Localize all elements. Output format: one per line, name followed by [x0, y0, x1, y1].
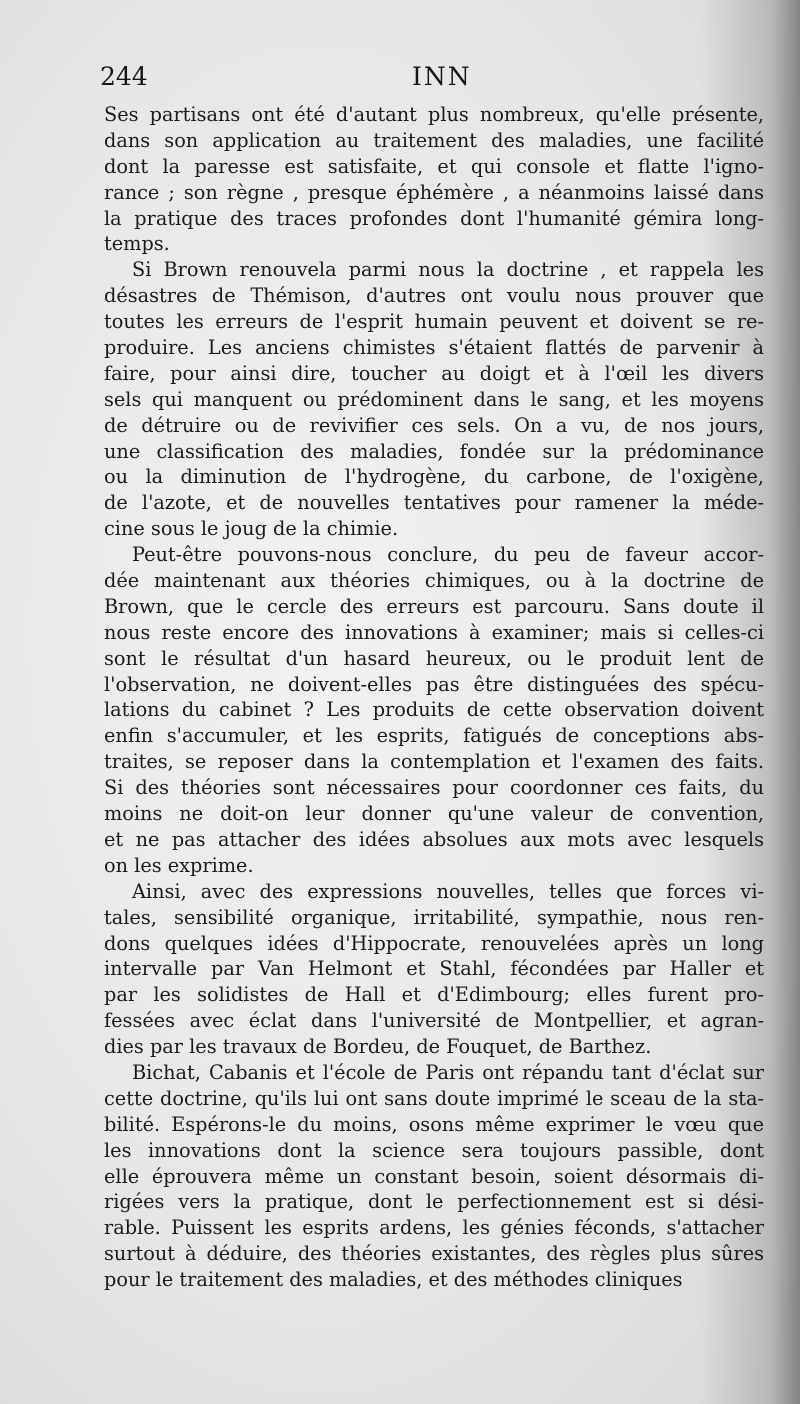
text-line: sont le résultat d'un hasard heureux, ou le produit lent de: [104, 646, 764, 670]
text-line: elle éprouvera même un constant besoin, soient désormais di-: [104, 1164, 764, 1188]
text-line: produire. Les anciens chimistes s'étaient flattés de parvenir à: [104, 336, 764, 360]
text-line: dont la paresse est satisfaite, et qui console et flatte l'igno-: [104, 154, 764, 178]
text-line: dée maintenant aux théories chimiques, ou à la doctrine de: [104, 569, 764, 593]
text-line: dons quelques idées d'Hippocrate, renouvelées après un long: [104, 931, 764, 955]
page-number: 244: [100, 62, 148, 91]
text-line: de l'azote, et de nouvelles tentatives pour ramener la méde-: [104, 491, 764, 515]
text-line: tales, sensibilité organique, irritabilité, sympathie, nous ren-: [104, 905, 764, 929]
text-line: on les exprime.: [104, 853, 254, 877]
text-line: intervalle par Van Helmont et Stahl, fécondées par Haller et: [104, 957, 764, 981]
text-line: Peut-être pouvons-nous conclure, du peu de faveur accor-: [132, 543, 764, 567]
text-line: traites, se reposer dans la contemplation et l'examen des faits.: [104, 750, 764, 774]
paragraph: [104, 542, 764, 879]
text-line: Ainsi, avec des expressions nouvelles, telles que forces vi-: [132, 879, 764, 903]
text-line: nous reste encore des innovations à examiner; mais si celles-ci: [104, 620, 764, 644]
text-line: cette doctrine, qu'ils lui ont sans doute imprimé le sceau de la sta-: [104, 1086, 764, 1110]
text-line: moins ne doit-on leur donner qu'une valeur de convention,: [104, 802, 764, 826]
text-line: cine sous le joug de la chimie.: [104, 517, 399, 541]
text-line: les innovations dont la science sera toujours passible, dont: [104, 1138, 764, 1162]
text-line: dans son application au traitement des maladies, une facilité: [104, 128, 764, 152]
text-line: l'observation, ne doivent-elles pas être distinguées des spécu-: [104, 672, 764, 696]
text-line: fessées avec éclat dans l'université de Montpellier, et agran-: [104, 1009, 764, 1033]
text-line: par les solidistes de Hall et d'Edimbourg; elles furent pro-: [104, 983, 764, 1007]
text-line: bilité. Espérons-le du moins, osons même exprimer le vœu que: [104, 1112, 764, 1136]
text-line: lations du cabinet ? Les produits de cette observation doivent: [104, 698, 764, 722]
text-line: désastres de Thémison, d'autres ont voulu nous prouver que: [104, 284, 764, 308]
paragraph: [104, 1060, 764, 1293]
text-line: Ses partisans ont été d'autant plus nombreux, qu'elle présente,: [104, 103, 764, 126]
text-line: et ne pas attacher des idées absolues aux mots avec lesquels: [104, 827, 764, 851]
text-line: rance ; son règne , presque éphémère , a néanmoins laissé dans: [104, 180, 764, 204]
running-head: [100, 62, 760, 102]
text-line: surtout à déduire, des théories existantes, des règles plus sûres: [104, 1242, 764, 1266]
text-line: pour le traitement des maladies, et des méthodes cliniques: [104, 1268, 683, 1292]
text-line: temps.: [104, 232, 170, 256]
text-line: faire, pour ainsi dire, toucher au doigt et à l'œil les divers: [104, 361, 764, 385]
text-line: sels qui manquent ou prédominent dans le sang, et les moyens: [104, 387, 764, 411]
paragraph: [104, 879, 764, 1060]
body-text: [104, 102, 764, 1293]
text-line: rable. Puissent les esprits ardens, les génies féconds, s'attacher: [104, 1216, 764, 1240]
text-line: Bichat, Cabanis et l'école de Paris ont répandu tant d'éclat sur: [132, 1060, 764, 1084]
running-title: INN: [412, 62, 472, 91]
text-line: dies par les travaux de Bordeu, de Fouquet, de Barthez.: [104, 1035, 652, 1059]
paragraph: [104, 102, 764, 257]
text-line: Si Brown renouvela parmi nous la doctrine , et rappela les: [132, 258, 764, 282]
text-line: ou la diminution de l'hydrogène, du carbone, de l'oxigène,: [104, 465, 764, 489]
text-line: la pratique des traces profondes dont l'humanité gémira long-: [104, 206, 764, 230]
text-line: Brown, que le cercle des erreurs est parcouru. Sans doute il: [104, 594, 764, 618]
text-line: rigées vers la pratique, dont le perfectionnement est si dési-: [104, 1190, 764, 1214]
text-line: de détruire ou de revivifier ces sels. On a vu, de nos jours,: [104, 413, 764, 437]
text-line: enfin s'accumuler, et les esprits, fatigués de conceptions abs-: [104, 724, 764, 748]
text-line: toutes les erreurs de l'esprit humain peuvent et doivent se re-: [104, 310, 764, 334]
text-line: Si des théories sont nécessaires pour coordonner ces faits, du: [104, 776, 764, 800]
paragraph: [104, 257, 764, 542]
text-line: une classification des maladies, fondée sur la prédominance: [104, 439, 764, 463]
